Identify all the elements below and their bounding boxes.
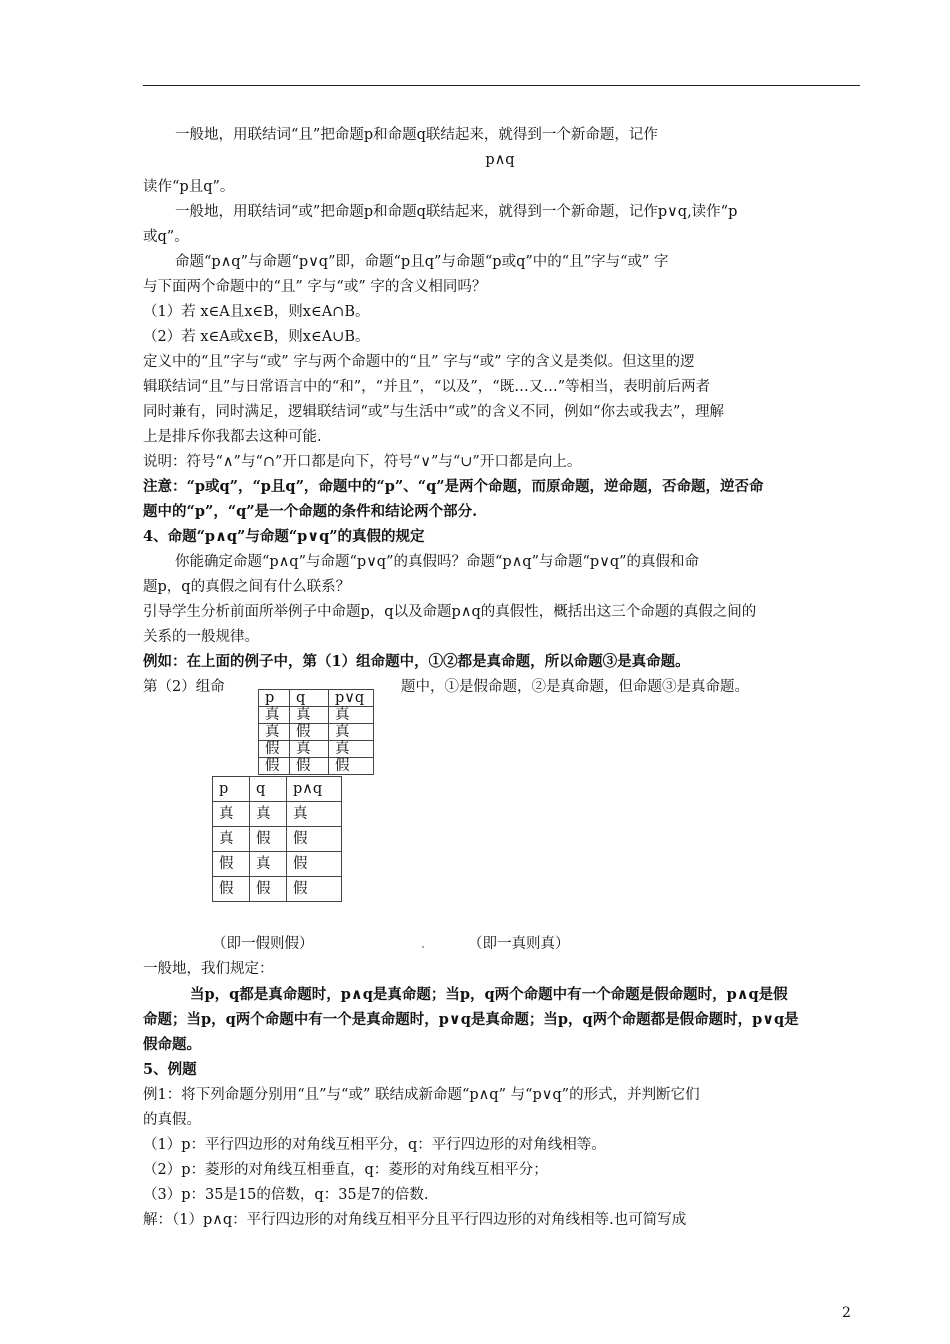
table-row bbox=[259, 758, 374, 775]
table-cell: 假 bbox=[290, 724, 329, 741]
table-row bbox=[213, 827, 342, 852]
example-1-item-1: （1）p：平行四边形的对角线互相平分，q：平行四边形的对角线相等。 bbox=[143, 1137, 606, 1153]
text-line: 一般地，我们规定： bbox=[143, 961, 274, 977]
page-number: 2 bbox=[842, 1305, 851, 1321]
example-bold: 例如：在上面的例子中，第（1）组命题中，①②都是真命题，所以命题③是真命题。 bbox=[143, 653, 690, 670]
para-and-def: 一般地，用联结词“且”把命题p和命题q联结起来，就得到一个新命题，记作 bbox=[175, 127, 658, 143]
table-cell: 假 bbox=[213, 852, 250, 877]
para-truth-question: 你能确定命题“p∧q”与命题“p∨q”的真假吗？命题“p∧q”与命题“p∨q”的真假和命 bbox=[175, 554, 700, 570]
table-cell: 假 bbox=[329, 758, 374, 775]
text-line: 读作“p且q”。 bbox=[143, 179, 235, 195]
example-1: 例1：将下列命题分别用“且”与“或” 联结成新命题“p∧q” 与“p∨q”的形式，并判断它们 bbox=[143, 1087, 700, 1103]
table-cell: 假 bbox=[287, 827, 342, 852]
example-item-1: （1）若 x∈A且x∈B，则x∈A∩B。 bbox=[143, 304, 370, 320]
caption-or: （即一真则真） bbox=[468, 936, 570, 952]
caption-and: （即一假则假） bbox=[212, 936, 314, 952]
table-cell: 假 bbox=[287, 877, 342, 902]
table-cell: 假 bbox=[250, 827, 287, 852]
para-or-def: 一般地，用联结词“或”把命题p和命题q联结起来，就得到一个新命题，记作p∨q,读作“p bbox=[175, 204, 738, 220]
table-row bbox=[259, 741, 374, 758]
formula-p-and-q: p∧q bbox=[485, 152, 515, 168]
table-cell: q bbox=[250, 777, 287, 802]
example-1-item-2: （2）p：菱形的对角线互相垂直，q：菱形的对角线互相平分； bbox=[143, 1162, 548, 1178]
table-cell: 真 bbox=[213, 827, 250, 852]
table-cell: 真 bbox=[213, 802, 250, 827]
note-bold: 注意：“p或q”，“p且q”，命题中的“p”、“q”是两个命题，而原命题，逆命题，否命题，逆否命 bbox=[143, 478, 764, 495]
table-row bbox=[213, 877, 342, 902]
table-cell: 真 bbox=[329, 707, 374, 724]
table-cell: p∧q bbox=[287, 777, 342, 802]
table-cell: 真 bbox=[259, 707, 290, 724]
table-cell: 假 bbox=[213, 877, 250, 902]
table-header-row bbox=[213, 777, 342, 802]
table-cell: 真 bbox=[329, 724, 374, 741]
table-header-row bbox=[259, 690, 374, 707]
rule-bold: 命题；当p，q两个命题中有一个是真命题时，p∨q是真命题；当p，q两个命题都是假命题时，p∨q是 bbox=[143, 1011, 799, 1028]
table-cell: 真 bbox=[259, 724, 290, 741]
text-line: 或q”。 bbox=[143, 229, 189, 245]
table-cell: p bbox=[259, 690, 290, 707]
text-line-start: 第（2）组命 bbox=[143, 679, 225, 695]
table-row bbox=[213, 802, 342, 827]
table-row bbox=[259, 707, 374, 724]
example-1-item-3: （3）p：35是15的倍数，q：35是7的倍数. bbox=[143, 1187, 429, 1203]
table-cell: p bbox=[213, 777, 250, 802]
truth-table-and bbox=[212, 776, 342, 902]
table-cell: 真 bbox=[290, 707, 329, 724]
text-line-end: 题中，①是假命题，②是真命题，但命题③是真命题。 bbox=[401, 679, 749, 695]
rule-bold: 假命题。 bbox=[143, 1036, 201, 1053]
table-cell: 真 bbox=[329, 741, 374, 758]
header-rule bbox=[143, 85, 860, 86]
table-cell: 真 bbox=[290, 741, 329, 758]
text-line: 辑联结词“且”与日常语言中的“和”，“并且”，“以及”，“既…又…”等相当，表明前后两者 bbox=[143, 379, 711, 395]
table-cell: 假 bbox=[287, 852, 342, 877]
text-line: 与下面两个命题中的“且” 字与“或” 字的含义相同吗？ bbox=[143, 279, 487, 295]
text-line: 的真假。 bbox=[143, 1112, 201, 1128]
table-cell: q bbox=[290, 690, 329, 707]
section-heading-4: 4、命题“p∧q”与命题“p∨q”的真假的规定 bbox=[143, 528, 425, 545]
text-line: 题p，q的真假之间有什么联系？ bbox=[143, 579, 351, 595]
table-cell: 真 bbox=[250, 802, 287, 827]
note-bold: 题中的“p”，“q”是一个命题的条件和结论两个部分. bbox=[143, 503, 478, 520]
table-cell: 假 bbox=[259, 758, 290, 775]
note-symbols: 说明：符号“∧”与“∩”开口都是向下，符号“∨”与“∪”开口都是向上。 bbox=[143, 454, 582, 470]
table-cell: 假 bbox=[259, 741, 290, 758]
para-explanation: 定义中的“且”字与“或” 字与两个命题中的“且” 字与“或” 字的含义是类似。但这里的逻 bbox=[143, 354, 695, 370]
stray-dot bbox=[422, 946, 424, 948]
text-line: 关系的一般规律。 bbox=[143, 629, 259, 645]
solution-line: 解：（1）p∧q：平行四边形的对角线互相平分且平行四边形的对角线相等.也可简写成 bbox=[143, 1212, 687, 1228]
table-row bbox=[213, 852, 342, 877]
table-cell: 假 bbox=[290, 758, 329, 775]
table-row bbox=[259, 724, 374, 741]
table-cell: p∨q bbox=[329, 690, 374, 707]
text-line: 上是排斥你我都去这种可能. bbox=[143, 429, 322, 445]
truth-table-or bbox=[258, 689, 374, 775]
table-cell: 假 bbox=[250, 877, 287, 902]
table-cell: 真 bbox=[250, 852, 287, 877]
table-cell: 真 bbox=[287, 802, 342, 827]
text-line: 引导学生分析前面所举例子中命题p，q以及命题p∧q的真假性，概括出这三个命题的真假之间的 bbox=[143, 604, 757, 620]
rule-bold: 当p，q都是真命题时，p∧q是真命题；当p，q两个命题中有一个命题是假命题时，p∧q是假 bbox=[190, 986, 788, 1003]
section-heading-5: 5、例题 bbox=[143, 1061, 197, 1078]
example-item-2: （2）若 x∈A或x∈B，则x∈A∪B。 bbox=[143, 329, 370, 345]
para-question: 命题“p∧q”与命题“p∨q”即，命题“p且q”与命题“p或q”中的“且”字与“或” 字 bbox=[175, 254, 669, 270]
text-line: 同时兼有，同时满足，逻辑联结词“或”与生活中“或”的含义不同，例如“你去或我去”，理解 bbox=[143, 404, 724, 420]
